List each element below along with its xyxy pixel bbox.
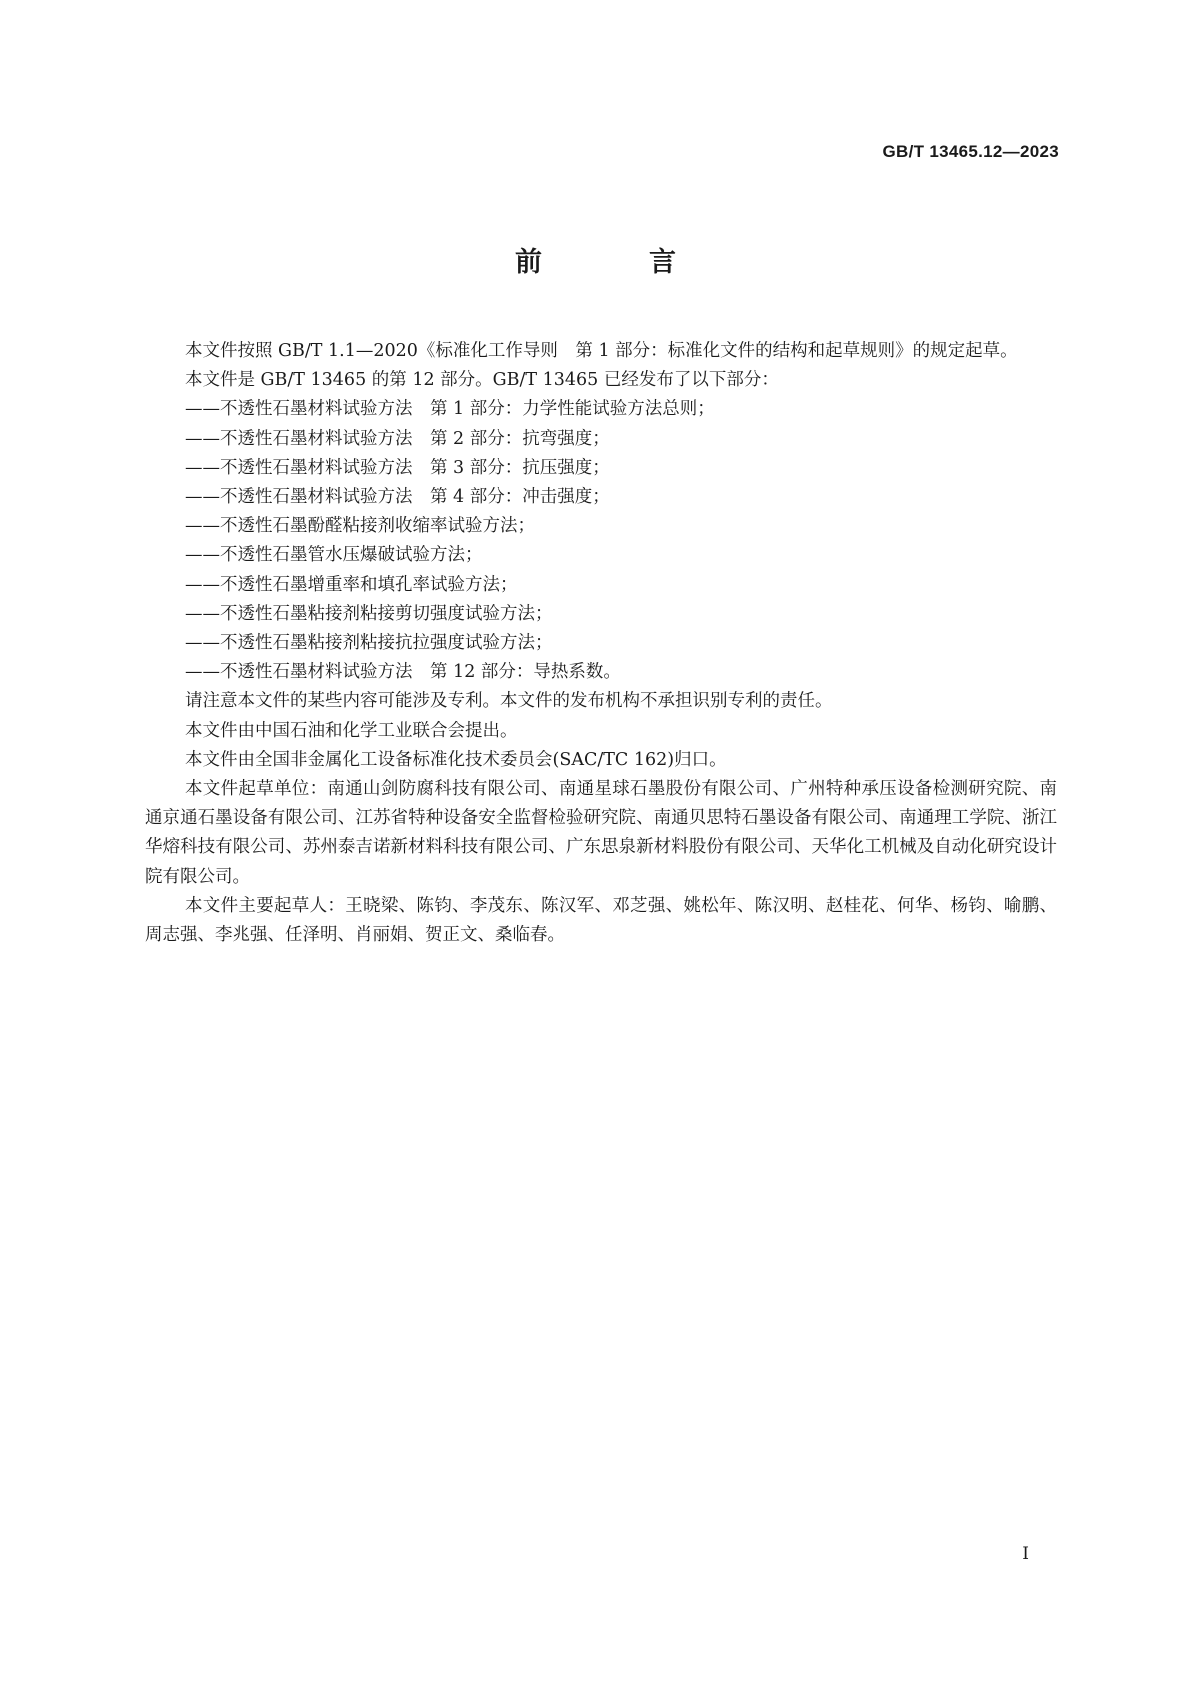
- list-item: ——不透性石墨管水压爆破试验方法；: [185, 545, 483, 566]
- list-item: ——不透性石墨材料试验方法 第 12 部分：导热系数。: [185, 662, 621, 683]
- paragraph-committee: 本文件由全国非金属化工设备标准化技术委员会(SAC/TC 162)归口。: [185, 749, 727, 770]
- list-item: ——不透性石墨材料试验方法 第 3 部分：抗压强度；: [185, 457, 610, 478]
- parts-list: [145, 395, 1057, 687]
- paragraph-patent-notice: 请注意本文件的某些内容可能涉及专利。本文件的发布机构不承担识别专利的责任。: [185, 691, 833, 712]
- foreword-body: [145, 337, 1057, 950]
- list-item: ——不透性石墨粘接剂粘接剪切强度试验方法；: [185, 603, 553, 624]
- list-item: ——不透性石墨增重率和填孔率试验方法；: [185, 574, 518, 595]
- page-number: I: [1022, 1544, 1029, 1564]
- list-item: ——不透性石墨材料试验方法 第 2 部分：抗弯强度；: [185, 428, 610, 449]
- page-title: 前 言: [515, 247, 716, 278]
- paragraph-drafting-organizations: 本文件起草单位：南通山剑防腐科技有限公司、南通星球石墨股份有限公司、广州特种承压设备检测研究院、南通京通石墨设备有限公司、江苏省特种设备安全监督检验研究院、南通贝思特石墨设备有限公司、南通理工学院、浙江华熔科技有限公司、苏州泰吉诺新材料科技有限公司、广东思泉新材料股份有限公司、天华化工机械及自动化研究设计院有限公司。: [145, 779, 1057, 887]
- paragraph-proposer: 本文件由中国石油和化学工业联合会提出。: [185, 720, 518, 741]
- paragraph-parts-intro: 本文件是 GB/T 13465 的第 12 部分。GB/T 13465 已经发布了以下部分：: [185, 370, 779, 391]
- list-item: ——不透性石墨材料试验方法 第 1 部分：力学性能试验方法总则；: [185, 399, 715, 420]
- paragraph-drafting-rules: 本文件按照 GB/T 1.1—2020《标准化工作导则 第 1 部分：标准化文件的结构和起草规则》的规定起草。: [185, 341, 1018, 361]
- paragraph-drafters: 本文件主要起草人：王晓梁、陈钧、李茂东、陈汉军、邓芝强、姚松年、陈汉明、赵桂花、何华、杨钧、喻鹏、周志强、李兆强、任泽明、肖丽娟、贺正文、桑临春。: [145, 895, 1057, 946]
- list-item: ——不透性石墨材料试验方法 第 4 部分：冲击强度；: [185, 487, 610, 508]
- list-item: ——不透性石墨粘接剂粘接抗拉强度试验方法；: [185, 633, 553, 654]
- standard-code: GB/T 13465.12—2023: [882, 142, 1059, 161]
- list-item: ——不透性石墨酚醛粘接剂收缩率试验方法；: [185, 516, 535, 537]
